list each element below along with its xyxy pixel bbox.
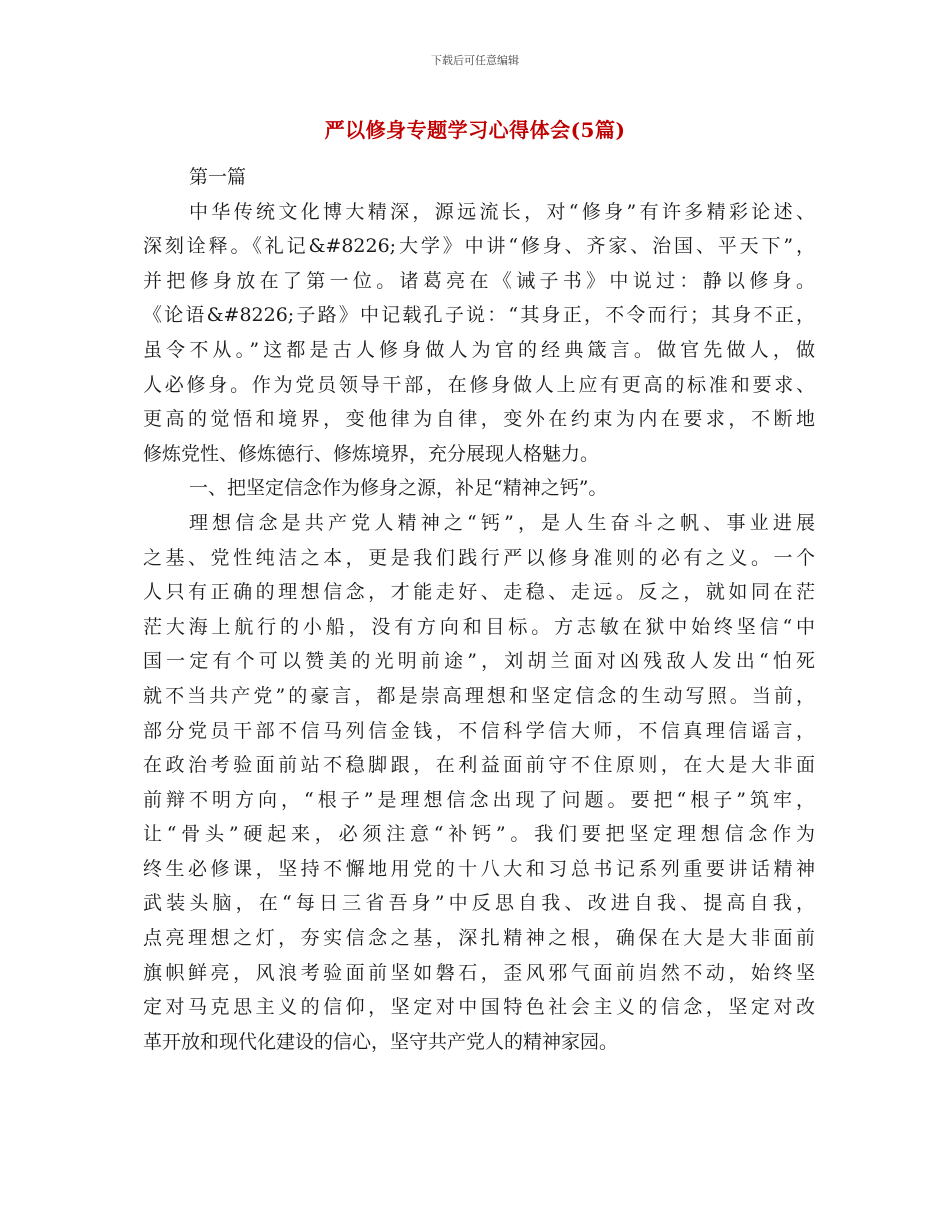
document-title: 严以修身专题学习心得体会(5篇) <box>324 118 626 142</box>
paragraph-line: 就不当共产党”的豪言，都是崇高理想和坚定信念的生动写照。当前， <box>143 684 815 707</box>
paragraph-line: 中华传统文化博大精深，源远流长，对“修身”有许多精彩论述、 <box>189 200 815 223</box>
page-header: 下载后可任意编辑 <box>431 54 519 67</box>
paragraph-line: 前辩不明方向，“根子”是理想信念出现了问题。要把“根子”筑牢， <box>143 788 815 811</box>
paragraph-line: 更高的觉悟和境界，变他律为自律，变外在约束为内在要求，不断地 <box>143 408 815 431</box>
paragraph-line: 《论语&#8226;子路》中记载孔子说：“其身正，不令而行；其身不正， <box>143 304 815 327</box>
paragraph-line: 深刻诠释。《礼记&#8226;大学》中讲“修身、齐家、治国、平天下”， <box>143 235 815 258</box>
paragraph-line: 旗帜鲜亮，风浪考验面前坚如磐石，歪风邪气面前岿然不动，始终坚 <box>143 961 815 984</box>
paragraph-line: 武装头脑，在“每日三省吾身”中反思自我、改进自我、提高自我， <box>143 892 815 915</box>
paragraph-line: 茫大海上航行的小船，没有方向和目标。方志敏在狱中始终坚信“中 <box>143 615 815 638</box>
paragraph-line: 并把修身放在了第一位。诸葛亮在《诫子书》中说过：静以修身。 <box>143 269 815 292</box>
paragraph-line: 定对马克思主义的信仰，坚定对中国特色社会主义的信念，坚定对改 <box>143 996 815 1019</box>
paragraph-line: 点亮理想之灯，夯实信念之基，深扎精神之根，确保在大是大非面前 <box>143 927 815 950</box>
paragraph-line: 虽令不从。”这都是古人修身做人为官的经典箴言。做官先做人，做 <box>143 338 815 361</box>
paragraph-line: 人只有正确的理想信念，才能走好、走稳、走远。反之，就如同在茫 <box>143 581 815 604</box>
paragraph-line: 终生必修课，坚持不懈地用党的十八大和习总书记系列重要讲话精神 <box>143 857 815 880</box>
subsection-heading: 一、把坚定信念作为修身之源，补足“精神之钙”。 <box>189 477 608 500</box>
section-heading: 第一篇 <box>189 166 247 188</box>
paragraph-line: 部分党员干部不信马列信金钱，不信科学信大师，不信真理信谣言， <box>143 719 815 742</box>
paragraph-line: 人必修身。作为党员领导干部，在修身做人上应有更高的标准和要求、 <box>143 373 815 396</box>
paragraph-line: 之基、党性纯洁之本，更是我们践行严以修身准则的必有之义。一个 <box>143 546 815 569</box>
paragraph-line: 国一定有个可以赞美的光明前途”，刘胡兰面对凶残敌人发出“怕死 <box>143 650 815 673</box>
paragraph-line: 在政治考验面前站不稳脚跟，在利益面前守不住原则，在大是大非面 <box>143 754 815 777</box>
paragraph-line: 让“骨头”硬起来，必须注意“补钙”。我们要把坚定理想信念作为 <box>143 823 815 846</box>
paragraph-line: 革开放和现代化建设的信心，坚守共产党人的精神家园。 <box>143 1030 619 1053</box>
document-body <box>143 160 815 1059</box>
paragraph-line: 理想信念是共产党人精神之“钙”，是人生奋斗之帆、事业进展 <box>189 511 815 534</box>
paragraph-line: 修炼党性、修炼德行、修炼境界，充分展现人格魅力。 <box>143 442 600 465</box>
